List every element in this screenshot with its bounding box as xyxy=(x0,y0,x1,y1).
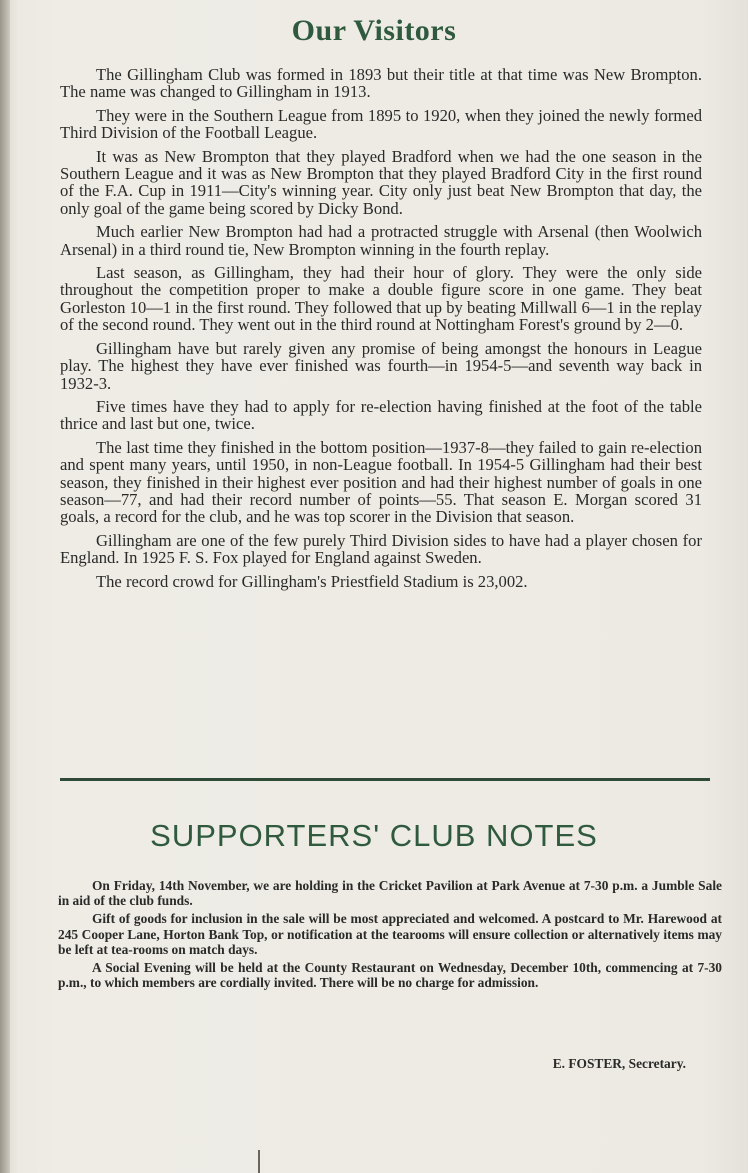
supporters-notes xyxy=(58,878,722,993)
article-paragraph: They were in the Southern League from 1895 to 1920, when they joined the newly formed Third Division of the Football League. xyxy=(60,105,702,143)
article-paragraph: The last time they finished in the bottom position—1937-8—they failed to gain re-election and spent many years, until 1950, in non-League football. In 1954-5 Gillingham had their best season, they finished in their highest ever position and had their highest number of goals in one season—77, and had their record number of points—55. That season E. Morgan scored 31 goals, a record for the club, and he was top scorer in the Division that season. xyxy=(60,437,702,527)
article-paragraph: Gillingham are one of the few purely Third Division sides to have had a player chosen for England. In 1925 F. S. Fox played for England against Sweden. xyxy=(60,530,702,568)
section-divider xyxy=(60,778,710,781)
visitors-article xyxy=(60,66,702,596)
article-paragraph: The record crowd for Gillingham's Priestfield Stadium is 23,002. xyxy=(96,571,528,591)
notes-paragraph: Gift of goods for inclusion in the sale will be most appreciated and welcomed. A postcard to Mr. Harewood at 245 Cooper Lane, Horton Bank Top, or notification at the tearooms will ensure collection or alternatively items may be left at tea-rooms on match days. xyxy=(58,911,722,957)
article-paragraph: Much earlier New Brompton had had a protracted struggle with Arsenal (then Woolwich Arsenal) in a third round tie, New Brompton winning in the fourth replay. xyxy=(60,222,702,259)
secretary-signature: E. FOSTER, Secretary. xyxy=(552,1056,686,1071)
page-title: Our Visitors xyxy=(291,14,457,47)
article-paragraph: Gillingham have but rarely given any promise of being amongst the honours in League play. The highest they have ever finished was fourth—in 1954-5—and seventh way back in 1932-3. xyxy=(60,338,702,393)
supporters-heading: SUPPORTERS' CLUB NOTES xyxy=(150,818,598,853)
article-paragraph: Five times have they had to apply for re-election having finished at the foot of the table thrice and last but one, twice. xyxy=(60,396,702,434)
article-paragraph: Last season, as Gillingham, they had their hour of glory. They were the only side throughout the competition proper to make a double figure score in one game. They beat Gorleston 10—1 in the first round. They followed that up by beating Millwall 6—1 in the replay of the second round. They went out in the third round at Nottingham Forest's ground by 2—0. xyxy=(60,263,702,335)
article-paragraph: It was as New Brompton that they played Bradford when we had the one season in the Southern League and it was as New Brompton that they played Bradford City in the first round of the F.A. Cup in 1911—City's winning year. City only just beat New Brompton that day, the only goal of the game being scored by Dicky Bond. xyxy=(60,146,702,218)
page-binding-edge xyxy=(0,0,10,1173)
article-paragraph: The Gillingham Club was formed in 1893 but their title at that time was New Brompton. The name was changed to Gillingham in 1913. xyxy=(60,65,702,102)
page-fold-mark xyxy=(258,1150,260,1173)
notes-paragraph: On Friday, 14th November, we are holding in the Cricket Pavilion at Park Avenue at 7-30 p.m. a Jumble Sale in aid of the club funds. xyxy=(58,878,722,909)
notes-paragraph: A Social Evening will be held at the County Restaurant on Wednesday, December 10th, commencing at 7-30 p.m., to which members are cordially invited. There will be no charge for admission. xyxy=(58,960,722,991)
